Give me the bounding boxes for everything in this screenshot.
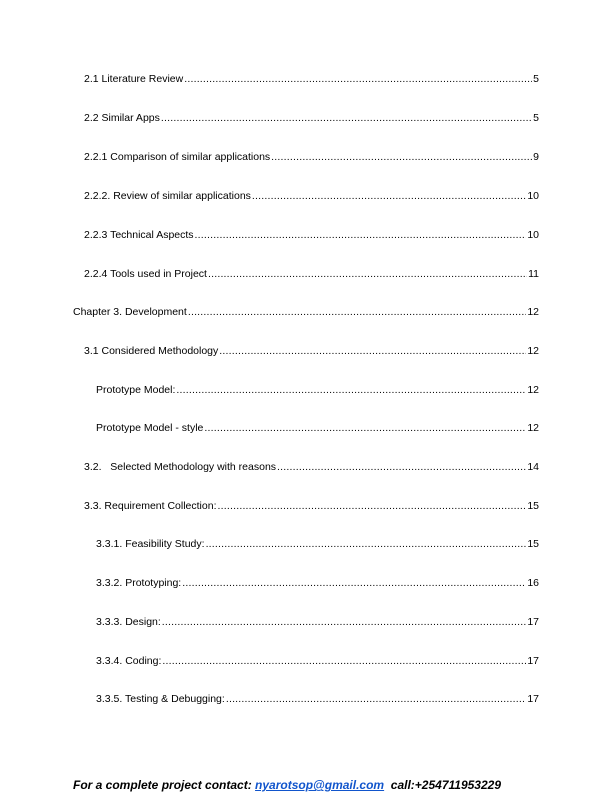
toc-entry-title: Chapter 3. Development	[73, 306, 187, 318]
toc-entry-page: 12	[527, 384, 539, 396]
toc-dot-leader	[176, 383, 526, 397]
toc-entry-3-1[interactable]	[84, 344, 539, 358]
toc-entry-3-3-4[interactable]	[96, 654, 539, 668]
toc-dot-leader	[204, 421, 526, 435]
toc-entry-chapter-3[interactable]	[73, 305, 539, 319]
toc-entry-title: 2.1 Literature Review	[84, 73, 184, 85]
toc-entry-title: 3.3.5. Testing & Debugging:	[96, 693, 225, 705]
toc-entry-title: 3.3. Requirement Collection:	[84, 500, 217, 512]
toc-entry-page: 10	[527, 190, 539, 202]
toc-entry-page: 12	[527, 345, 539, 357]
toc-entry-page: 15	[527, 500, 539, 512]
toc-dot-leader	[161, 111, 532, 125]
toc-dot-leader	[208, 267, 527, 281]
toc-entry-3-3-5[interactable]	[96, 692, 539, 706]
toc-entry-3-2[interactable]	[84, 460, 539, 474]
toc-dot-leader	[271, 150, 532, 164]
toc-dot-leader	[162, 654, 526, 668]
toc-entry-page: 15	[527, 538, 539, 550]
toc-dot-leader	[182, 576, 526, 590]
toc-entry-prototype-model-style[interactable]	[96, 421, 539, 435]
toc-dot-leader	[277, 460, 526, 474]
toc-entry-2-2-1[interactable]	[84, 150, 539, 164]
toc-entry-2-2-4[interactable]	[84, 267, 539, 281]
toc-entry-page: 5	[533, 112, 539, 124]
toc-entry-page: 11	[528, 268, 539, 280]
toc-entry-page: 17	[527, 693, 539, 705]
toc-entry-2-2-3[interactable]	[84, 228, 539, 242]
toc-dot-leader	[226, 692, 526, 706]
toc-entry-page: 10	[527, 229, 539, 241]
toc-entry-3-3-1[interactable]	[96, 537, 539, 551]
toc-entry-prototype-model[interactable]	[96, 383, 539, 397]
toc-entry-page: 12	[527, 422, 539, 434]
toc-entry-title: 3.3.4. Coding:	[96, 655, 162, 667]
toc-entry-title: 3.3.2. Prototyping:	[96, 577, 182, 589]
toc-entry-3-3-3[interactable]	[96, 615, 539, 629]
toc-dot-leader	[218, 499, 527, 513]
toc-entry-title: Prototype Model:	[96, 384, 176, 396]
toc-entry-page: 17	[527, 655, 539, 667]
toc-entry-page: 12	[527, 306, 539, 318]
toc-dot-leader	[188, 305, 526, 319]
toc-entry-title: 3.3.3. Design:	[96, 616, 161, 628]
footer-label: For a complete project contact:	[73, 778, 256, 792]
toc-dot-leader	[206, 537, 527, 551]
toc-entry-title: 2.2.3 Technical Aspects	[84, 229, 194, 241]
toc-dot-leader	[162, 615, 527, 629]
toc-dot-leader	[252, 189, 526, 203]
toc-entry-page: 5	[533, 73, 539, 85]
toc-dot-leader	[184, 72, 532, 86]
toc-entry-title: 3.1 Considered Methodology	[84, 345, 219, 357]
toc-dot-leader	[219, 344, 526, 358]
toc-entry-page: 16	[527, 577, 539, 589]
toc-entry-title: 2.2.4 Tools used in Project	[84, 268, 207, 280]
footer-phone: call:+254711953229	[384, 778, 501, 792]
toc-entry-title: 2.2.1 Comparison of similar applications	[84, 151, 271, 163]
toc-entry-title: 3.3.1. Feasibility Study:	[96, 538, 205, 550]
toc-entry-2-2[interactable]	[84, 111, 539, 125]
page-footer	[73, 778, 501, 792]
toc-dot-leader	[195, 228, 527, 242]
toc-entry-2-1[interactable]	[84, 72, 539, 86]
toc-entry-3-3-2[interactable]	[96, 576, 539, 590]
toc-entry-page: 14	[527, 461, 539, 473]
toc-entry-title: 3.2. Selected Methodology with reasons	[84, 461, 277, 473]
toc-entry-3-3[interactable]	[84, 499, 539, 513]
toc-entry-title: 2.2.2. Review of similar applications	[84, 190, 251, 202]
toc-entry-title: Prototype Model - style	[96, 422, 204, 434]
toc-entry-title: 2.2 Similar Apps	[84, 112, 160, 124]
toc-entry-page: 17	[527, 616, 539, 628]
toc-entry-page: 9	[533, 151, 539, 163]
contact-email-link[interactable]: nyarotsop@gmail.com	[255, 778, 385, 792]
toc-entry-2-2-2[interactable]	[84, 189, 539, 203]
